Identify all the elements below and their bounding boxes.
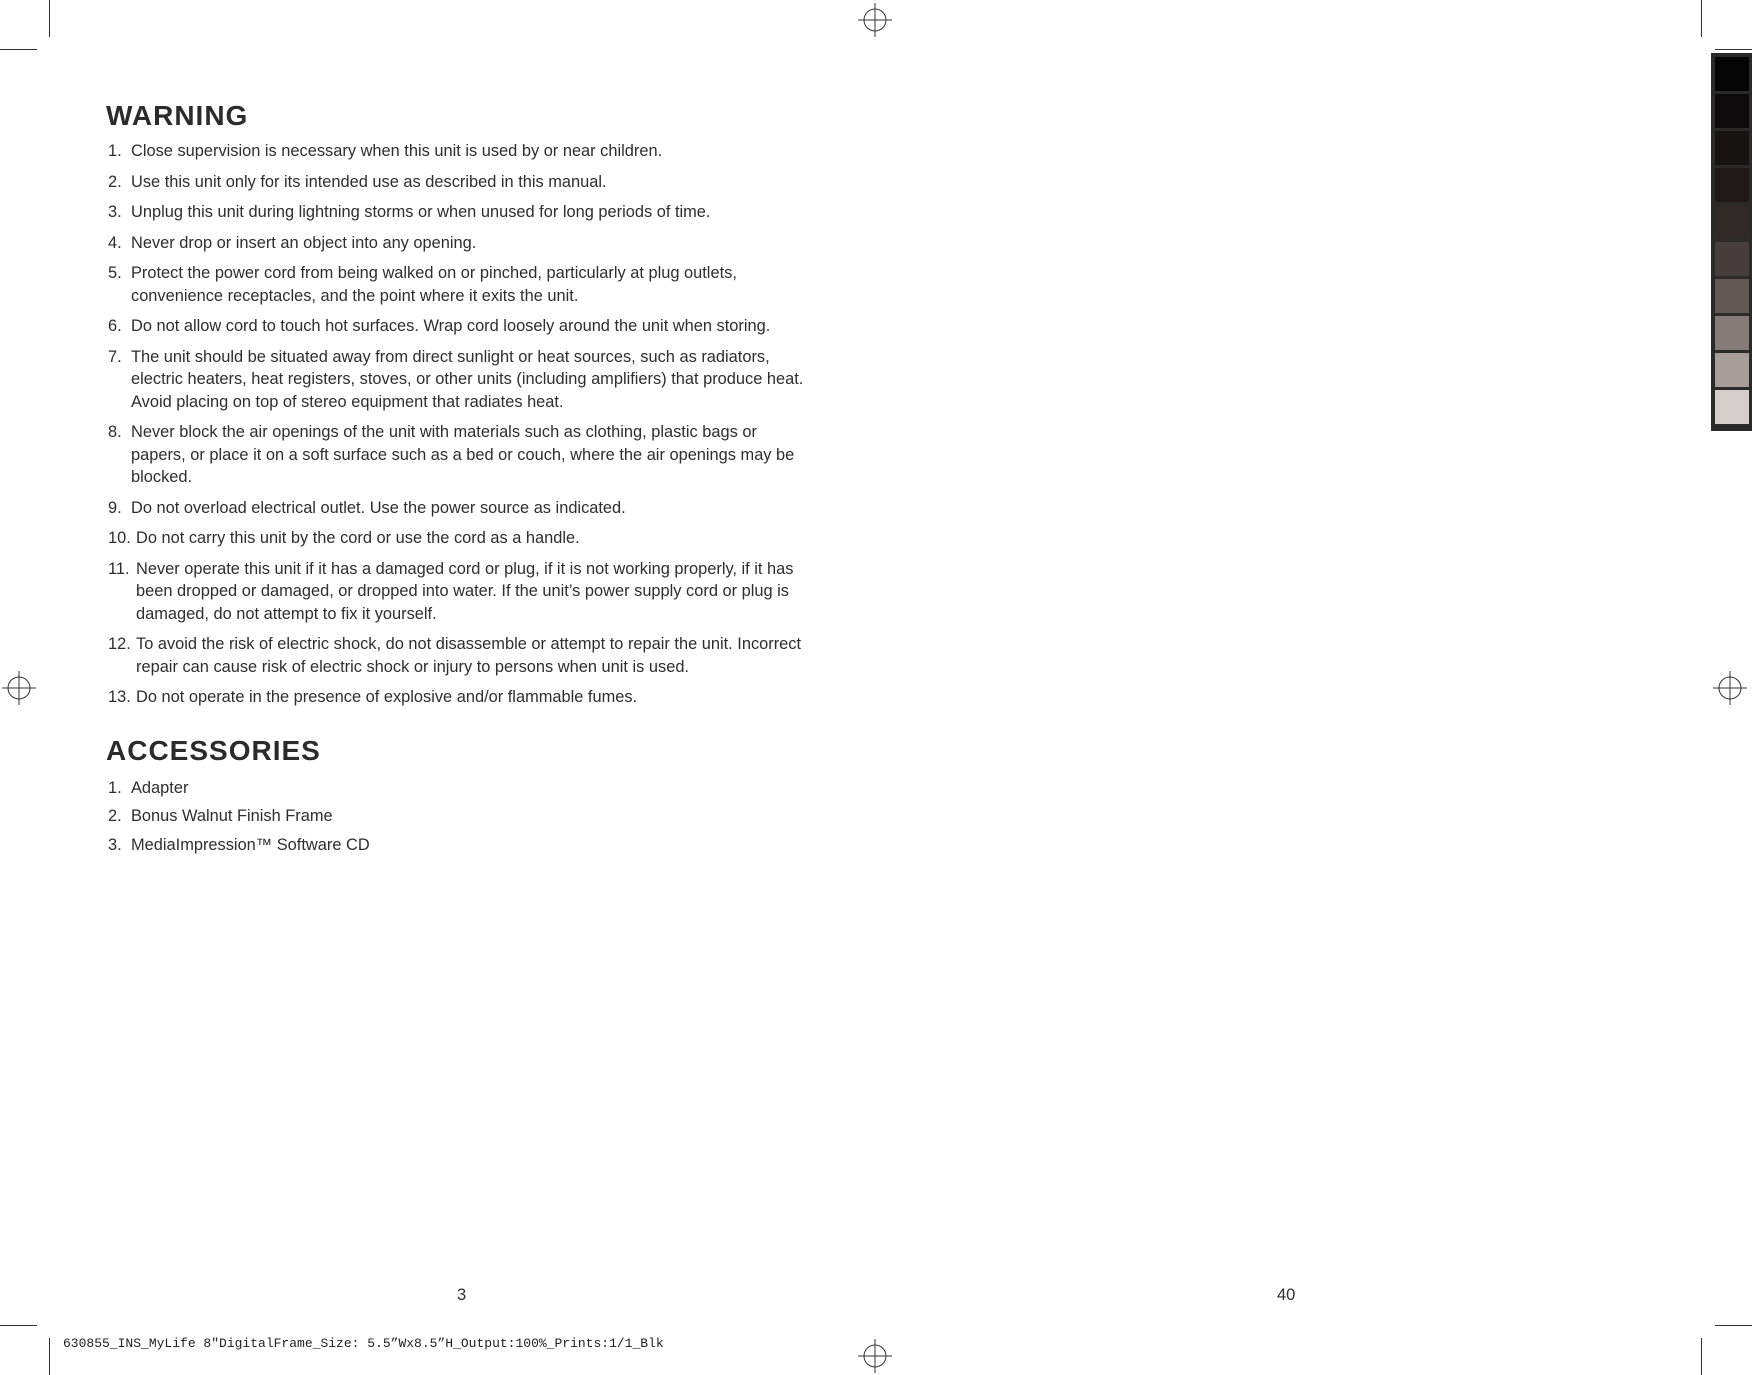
- color-swatch: [1715, 316, 1749, 350]
- color-swatch: [1715, 353, 1749, 387]
- warning-list: [106, 140, 806, 709]
- item-text: Never drop or insert an object into any opening.: [131, 233, 477, 252]
- registration-mark-icon: [858, 1339, 892, 1373]
- item-number: 3.: [108, 203, 122, 221]
- item-text: Do not operate in the presence of explosive and/or flammable fumes.: [136, 688, 638, 706]
- registration-mark-icon: [2, 671, 36, 705]
- list-item: [106, 834, 806, 857]
- crop-mark: [0, 49, 37, 50]
- list-item: [106, 527, 806, 550]
- color-swatch: [1715, 131, 1749, 165]
- item-text: Adapter: [131, 778, 189, 797]
- list-item: [106, 633, 806, 678]
- item-number: 3.: [108, 835, 122, 854]
- list-item: [106, 201, 806, 224]
- accessories-list: [106, 777, 806, 857]
- item-number: 13.: [108, 688, 131, 706]
- item-number: 10.: [108, 529, 131, 547]
- item-text: Do not overload electrical outlet. Use the power source as indicated.: [131, 498, 626, 517]
- list-item: [106, 315, 806, 338]
- item-text: Do not carry this unit by the cord or use the cord as a handle.: [136, 529, 580, 547]
- item-number: 8.: [108, 423, 122, 441]
- list-item: [106, 497, 806, 520]
- list-item: [106, 262, 806, 307]
- crop-mark: [49, 0, 50, 37]
- color-swatch: [1715, 205, 1749, 239]
- list-item: [106, 777, 806, 800]
- crop-mark: [1701, 1338, 1702, 1375]
- item-number: 12.: [108, 635, 131, 653]
- item-number: 1.: [108, 778, 122, 797]
- item-text: Protect the power cord from being walked on or pinched, particularly at plug outlets, convenience receptacles, and the point where it exits the unit.: [131, 264, 737, 305]
- crop-mark: [0, 1325, 37, 1326]
- item-text: Never operate this unit if it has a damaged cord or plug, if it is not working properly, if it has been dropped or damaged, or dropped into water. If the unit’s power supply cord or plug is damaged, do not attempt to fix it yourself.: [136, 559, 794, 623]
- color-swatch: [1715, 94, 1749, 128]
- list-item: [106, 421, 806, 489]
- color-calibration-bar: [1711, 53, 1752, 431]
- item-number: 2.: [108, 172, 122, 191]
- crop-mark: [1715, 49, 1752, 50]
- list-item: [106, 805, 806, 828]
- item-text: Use this unit only for its intended use as described in this manual.: [131, 172, 607, 191]
- item-number: 6.: [108, 317, 122, 335]
- list-item: [106, 232, 806, 255]
- crop-mark: [49, 1338, 50, 1375]
- manual-page: [106, 100, 806, 862]
- item-number: 9.: [108, 498, 122, 517]
- registration-mark-icon: [858, 3, 892, 37]
- color-swatch: [1715, 390, 1749, 424]
- item-text: Bonus Walnut Finish Frame: [131, 807, 333, 825]
- item-text: Do not allow cord to touch hot surfaces. Wrap cord loosely around the unit when storing.: [131, 317, 771, 335]
- list-item: [106, 558, 806, 626]
- color-swatch: [1715, 279, 1749, 313]
- list-item: [106, 346, 806, 414]
- color-swatch: [1715, 168, 1749, 202]
- item-text: MediaImpression™ Software CD: [131, 835, 370, 854]
- item-number: 5.: [108, 264, 122, 282]
- color-swatch: [1715, 57, 1749, 91]
- color-swatch: [1715, 242, 1749, 276]
- item-number: 1.: [108, 142, 122, 160]
- item-text: Close supervision is necessary when this unit is used by or near children.: [131, 142, 663, 160]
- item-text: To avoid the risk of electric shock, do not disassemble or attempt to repair the unit. Incorrect repair can cause risk of electric shock or injury to persons when unit is used.: [136, 635, 802, 676]
- crop-mark: [1701, 0, 1702, 37]
- item-number: 11.: [108, 559, 130, 578]
- item-text: Unplug this unit during lightning storms or when unused for long periods of time.: [131, 203, 711, 221]
- item-number: 2.: [108, 807, 122, 825]
- crop-mark: [1715, 1325, 1752, 1326]
- item-number: 4.: [108, 233, 122, 252]
- item-text: The unit should be situated away from direct sunlight or heat sources, such as radiators, electric heaters, heat registers, stoves, or other units (including amplifiers) that produce heat. Avoid placing on top of stereo equipment that radiates heat.: [131, 347, 804, 411]
- print-slug: 630855_INS_MyLife 8"DigitalFrame_Size: 5.5”Wx8.5”H_Output:100%_Prints:1/1_Blk: [63, 1336, 664, 1351]
- page-number-right: 40: [1277, 1286, 1296, 1304]
- list-item: [106, 686, 806, 709]
- registration-mark-icon: [1713, 671, 1747, 705]
- warning-heading: WARNING: [106, 100, 249, 131]
- page-number-left: 3: [457, 1286, 467, 1304]
- list-item: [106, 171, 806, 194]
- item-number: 7.: [108, 347, 122, 366]
- item-text: Never block the air openings of the unit with materials such as clothing, plastic bags or papers, or place it on a soft surface such as a bed or couch, where the air openings may be blocked.: [131, 423, 795, 486]
- list-item: [106, 140, 806, 163]
- accessories-heading: ACCESSORIES: [106, 734, 321, 766]
